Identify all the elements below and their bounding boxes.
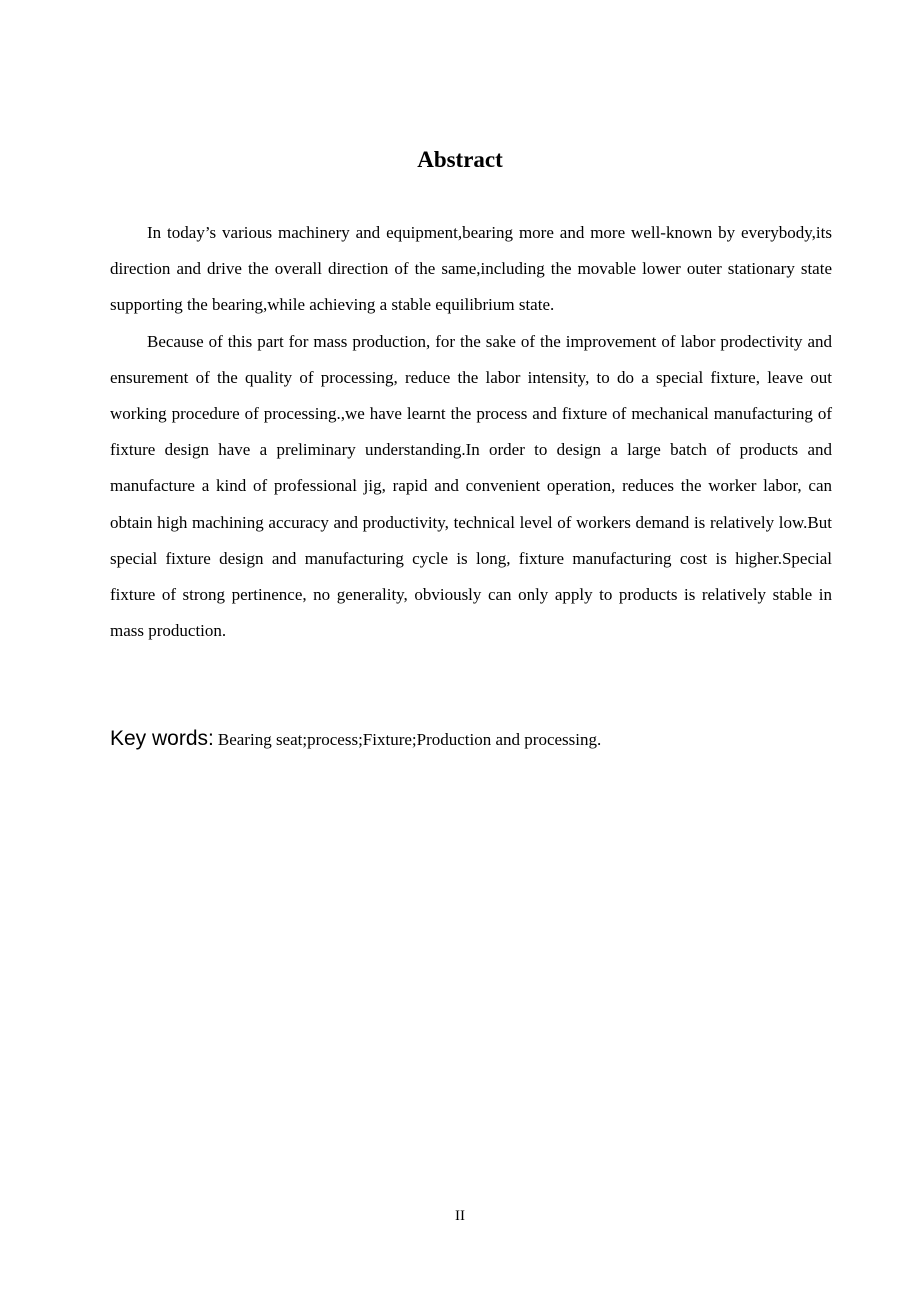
keywords-text: Bearing seat;process;Fixture;Production and processing. bbox=[217, 730, 602, 749]
keywords-line bbox=[110, 722, 832, 758]
abstract-title: Abstract bbox=[417, 147, 503, 172]
abstract-paragraph-2: Because of this part for mass production, for the sake of the improvement of labor prodectivity and ensurement of the quality of processing, reduce the labor intensity, to do a special fixture, leave out working procedure of processing.,we have learnt the process and fixture of mechanical manufacturing of fixture design have a preliminary understanding.In order to design a large batch of products and manufacture a kind of professional jig, rapid and convenient operation, reduces the worker labor, can obtain high machining accuracy and productivity, technical level of workers demand is relatively low.But special fixture design and manufacturing cycle is long, fixture manufacturing cost is higher.Special fixture of strong pertinence, no generality, obviously can only apply to products is relatively stable in mass production. bbox=[110, 331, 832, 641]
keywords-label: Key words: bbox=[110, 727, 214, 750]
abstract-paragraph-1: In today’s various machinery and equipment,bearing more and more well-known by everybody,its direction and drive the overall direction of the same,including the movable lower outer stationary state supporting the bearing,while achieving a stable equilibrium state. bbox=[110, 223, 832, 315]
page-number: II bbox=[455, 1208, 465, 1224]
abstract-body bbox=[110, 215, 832, 649]
